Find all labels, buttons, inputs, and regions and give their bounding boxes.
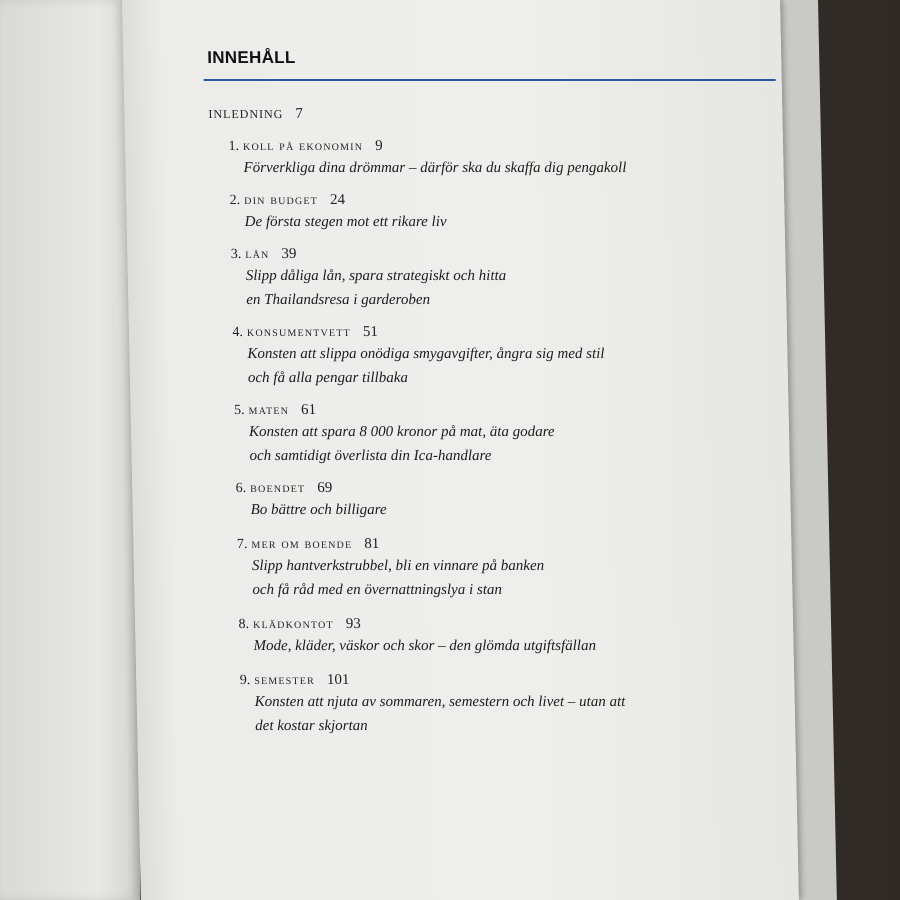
table-of-contents bbox=[207, 48, 767, 734]
intro-page: 7 bbox=[295, 106, 304, 122]
chapter-title: maten bbox=[248, 403, 290, 418]
chapter-subtitle: och få alla pengar tillbaka bbox=[247, 370, 409, 386]
chapter-title: semester bbox=[254, 673, 316, 688]
chapter-title: klädkontot bbox=[252, 617, 334, 632]
chapter-number: 2. bbox=[229, 193, 241, 208]
chapter-subtitle: det kostar skjortan bbox=[255, 718, 368, 734]
chapter-subtitle: Konsten att spara 8 000 kronor på mat, äta godare bbox=[248, 424, 555, 440]
chapter-subtitle: Slipp dåliga lån, spara strategiskt och hitta bbox=[245, 268, 507, 284]
chapter-page: 51 bbox=[362, 324, 379, 340]
chapter-number: 9. bbox=[239, 673, 251, 688]
chapter-subtitle: och samtidigt överlista din Ica-handlare bbox=[249, 448, 492, 464]
chapter-entry-3 bbox=[219, 244, 507, 312]
chapter-subtitle: De första stegen mot ett rikare liv bbox=[244, 214, 447, 230]
left-page bbox=[0, 0, 140, 900]
chapter-number: 5. bbox=[233, 403, 245, 418]
chapter-subtitle: Bo bättre och billigare bbox=[250, 502, 387, 518]
chapter-entry-9 bbox=[228, 670, 626, 738]
chapter-entry-1 bbox=[217, 136, 627, 180]
chapter-subtitle: Mode, kläder, väskor och skor – den glömda utgiftsfällan bbox=[253, 638, 597, 654]
chapter-entry-5 bbox=[222, 400, 555, 468]
chapter-entry-2 bbox=[218, 190, 447, 234]
chapter-page: 81 bbox=[364, 536, 380, 552]
chapter-entry-4 bbox=[221, 322, 606, 390]
chapter-entry-6 bbox=[224, 478, 387, 522]
chapter-entry-8 bbox=[227, 614, 596, 658]
chapter-subtitle: Konsten att njuta av sommaren, semestern och livet – utan att bbox=[254, 694, 626, 710]
chapter-number: 7. bbox=[236, 537, 248, 552]
chapter-subtitle: Förverkliga dina drömmar – därför ska du skaffa dig pengakoll bbox=[243, 160, 627, 176]
chapter-entry-7 bbox=[225, 534, 545, 602]
chapter-page: 24 bbox=[329, 192, 346, 208]
chapter-number: 4. bbox=[232, 325, 244, 340]
chapter-title: mer om boende bbox=[251, 537, 353, 552]
chapter-subtitle: Slipp hantverkstrubbel, bli en vinnare på banken bbox=[251, 558, 545, 574]
contents-page bbox=[122, 0, 799, 900]
heading-rule bbox=[204, 79, 776, 81]
chapter-title: boendet bbox=[250, 481, 306, 496]
chapter-title: lån bbox=[245, 247, 270, 262]
chapter-page: 61 bbox=[300, 402, 317, 418]
chapter-title: din budget bbox=[244, 193, 319, 208]
chapter-title: koll på ekonomin bbox=[242, 139, 364, 154]
chapter-page: 39 bbox=[281, 246, 297, 262]
chapter-page: 101 bbox=[326, 672, 350, 688]
chapter-subtitle: Konsten att slippa onödiga smygavgifter, ångra sig med stil bbox=[247, 346, 605, 362]
chapter-subtitle: och få råd med en övernattningslya i stan bbox=[252, 582, 503, 598]
chapter-number: 1. bbox=[228, 139, 240, 154]
chapter-title: konsumentvett bbox=[246, 325, 352, 340]
intro-entry bbox=[208, 106, 303, 123]
chapter-number: 3. bbox=[230, 247, 242, 262]
chapter-page: 9 bbox=[374, 138, 383, 154]
intro-label: INLEDNING bbox=[208, 107, 284, 121]
page-title: INNEHÅLL bbox=[207, 48, 296, 67]
chapter-page: 69 bbox=[317, 480, 333, 496]
chapter-page: 93 bbox=[345, 616, 361, 632]
chapter-number: 8. bbox=[238, 617, 250, 632]
chapter-number: 6. bbox=[235, 481, 247, 496]
chapter-subtitle: en Thailandsresa i garderoben bbox=[246, 292, 431, 308]
